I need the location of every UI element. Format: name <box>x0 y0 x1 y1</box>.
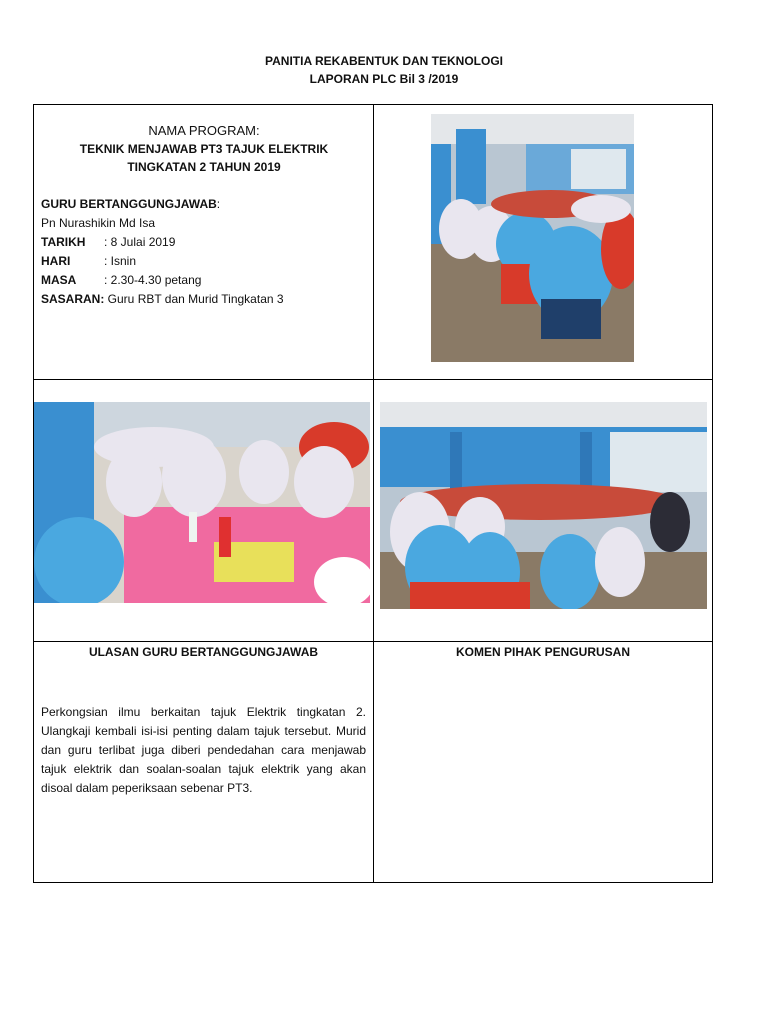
sasaran-label: SASARAN: <box>41 292 105 306</box>
ulasan-cell <box>34 642 374 883</box>
program-info-cell <box>34 105 374 380</box>
sasaran-value: Guru RBT dan Murid Tingkatan 3 <box>104 292 284 306</box>
guru-value: Pn Nurashikin Md Isa <box>41 216 156 230</box>
program-photo-2 <box>34 402 370 603</box>
document-header <box>0 52 768 88</box>
hari-value: : Isnin <box>104 254 137 268</box>
program-label: NAMA PROGRAM: <box>148 123 260 138</box>
photo-cell-3 <box>374 380 713 642</box>
komen-heading: KOMEN PIHAK PENGURUSAN <box>455 645 630 659</box>
program-photo-1 <box>431 114 634 362</box>
report-title: LAPORAN PLC Bil 3 /2019 <box>309 72 459 86</box>
guru-colon: : <box>216 197 221 211</box>
guru-row <box>41 195 367 214</box>
program-title-line1: TEKNIK MENJAWAB PT3 TAJUK ELEKTRIK <box>79 142 329 156</box>
komen-text <box>374 659 712 703</box>
sasaran-row <box>41 290 367 309</box>
tarikh-label: TARIKH <box>41 235 86 249</box>
report-table <box>33 104 713 883</box>
program-title-line2: TINGKATAN 2 TAHUN 2019 <box>127 160 281 174</box>
ulasan-text: Perkongsian ilmu berkaitan tajuk Elektrik tingkatan 2. Ulangkaji kembali isi-isi penting dalam tajuk tersebut. Murid dan guru terlibat juga diberi pendedahan cara menjawab tajuk elektrik dan soalan-soalan tajuk elektrik yang akan disoal dalam peperiksaan sebenar PT3. <box>41 705 366 795</box>
komen-cell <box>374 642 713 883</box>
hari-row <box>41 252 367 271</box>
tarikh-value: : 8 Julai 2019 <box>104 235 176 249</box>
masa-row <box>41 271 367 290</box>
guru-label: GURU BERTANGGUNGJAWAB <box>41 197 217 211</box>
hari-label: HARI <box>41 254 71 268</box>
masa-label: MASA <box>41 273 77 287</box>
tarikh-row <box>41 233 367 252</box>
photo-cell-1 <box>374 105 713 380</box>
masa-value: : 2.30-4.30 petang <box>104 273 202 287</box>
panel-title: PANITIA REKABENTUK DAN TEKNOLOGI <box>265 54 503 68</box>
ulasan-heading: ULASAN GURU BERTANGGUNGJAWAB <box>88 645 319 659</box>
photo-cell-2 <box>34 380 374 642</box>
program-photo-3 <box>380 402 707 609</box>
